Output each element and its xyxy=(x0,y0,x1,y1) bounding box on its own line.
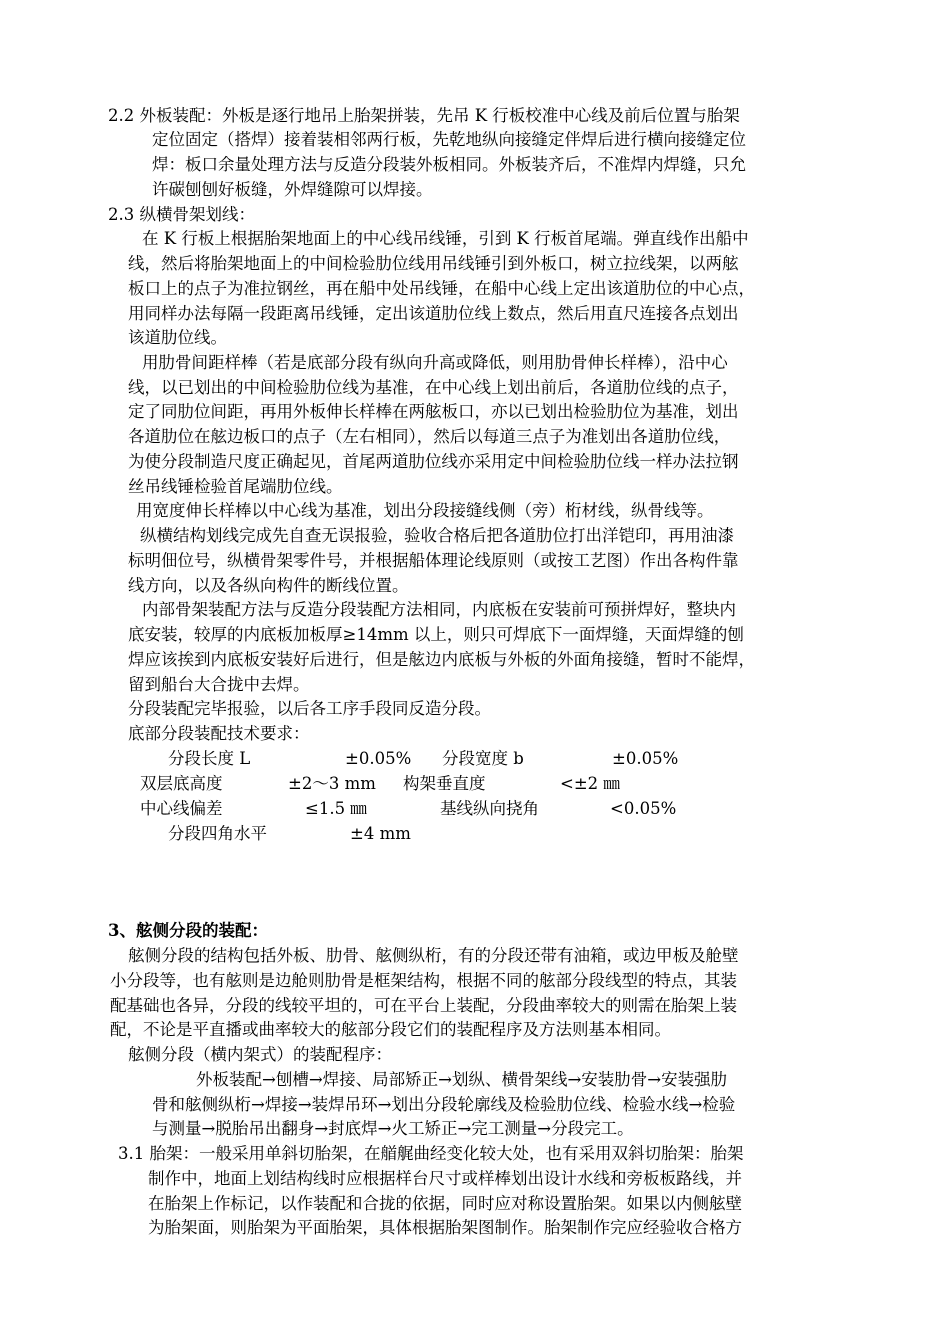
s23-p4-line: 标明佃位号，纵横骨架零件号，并根据船体理论线原则（或按工艺图）作出各构件靠 xyxy=(128,551,739,570)
s23-p1-line: 线，然后将胎架地面上的中间检验肋位线用吊线锤引到外板口，树立拉线架，以两舷 xyxy=(128,254,739,273)
spec-value: ±0.05% xyxy=(345,749,412,768)
s3-p1-line: 配基础也各异，分段的线较平坦的，可在平台上装配，分段曲率较大的则需在胎架上装 xyxy=(110,996,737,1015)
s23-p5-line: 焊应该挨到内底板安装好后进行，但是舷边内底板与外板的外面角接缝，暂时不能焊， xyxy=(128,650,755,669)
s3-p1-line: 舷侧分段的结构包括外板、肋骨、舷侧纵桁，有的分段还带有油箱，或边甲板及舱壁 xyxy=(128,946,739,965)
spec-value: ±0.05% xyxy=(612,749,679,768)
spec-value: ≤1.5 ㎜ xyxy=(305,799,367,818)
s3-heading: 3、舷侧分段的装配： xyxy=(108,921,268,940)
spec-value: ±2～3 mm xyxy=(288,774,376,793)
s22-line-4: 许碳刨刨好板缝，外焊缝隙可以焊接。 xyxy=(152,180,433,199)
s22-line-3: 焊：板口余量处理方法与反造分段装外板相同。外板装齐后，不准焊内焊缝，只允 xyxy=(152,155,746,174)
spec-label: 基线纵向挠角 xyxy=(440,799,539,818)
spec-label: 双层底高度 xyxy=(140,774,223,793)
s31-line: 3.1 胎架：一般采用单斜切胎架，在艏艉曲经变化较大处，也有采用双斜切胎架：胎架 xyxy=(118,1144,744,1163)
spec-label: 分段宽度 b xyxy=(442,749,524,768)
spec-value: <0.05% xyxy=(610,799,677,818)
spec-label: 中心线偏差 xyxy=(140,799,223,818)
s23-p5-line: 内部骨架装配方法与反造分段装配方法相同，内底板在安装前可预拼焊好，整块内 xyxy=(142,600,736,619)
s23-p2-line: 丝吊线锤检验首尾端肋位线。 xyxy=(128,477,343,496)
s23-p4-line: 线方向，以及各纵向构件的断线位置。 xyxy=(128,576,409,595)
s31-line: 在胎架上作标记，以作装配和合拢的依据，同时应对称设置胎架。如果以内侧舷壁 xyxy=(148,1194,742,1213)
s23-p1-line: 板口上的点子为准拉钢丝，再在船中处吊线锤，在船中心线上定出该道肋位的中心点， xyxy=(128,279,755,298)
spec-label: 分段长度 L xyxy=(168,749,251,768)
s3-flow-line: 外板装配→刨槽→焊接、局部矫正→划纵、横骨架线→安装肋骨→安装强肋 xyxy=(196,1070,728,1089)
s23-p2-line: 各道肋位在舷边板口的点子（左右相同），然后以每道三点子为准划出各道肋位线， xyxy=(128,427,731,446)
s23-p1-line: 在 K 行板上根据胎架地面上的中心线吊线锤，引到 K 行板首尾端。弹直线作出船中 xyxy=(142,229,749,248)
s22-line-2: 定位固定（搭焊）接着装相邻两行板，先乾地纵向接缝定伴焊后进行横向接缝定位 xyxy=(152,130,746,149)
spec-value: <±2 ㎜ xyxy=(560,774,620,793)
s23-heading: 2.3 纵横骨架划线： xyxy=(108,205,255,224)
s23-p3: 用宽度伸长样棒以中心线为基准，划出分段接缝线侧（旁）桁材线，纵骨线等。 xyxy=(136,501,714,520)
s3-p2: 舷侧分段（横内架式）的装配程序： xyxy=(128,1045,392,1064)
s23-p5-line: 留到船台大合拢中去焊。 xyxy=(128,675,310,694)
s22-line-1: 2.2 外板装配：外板是逐行地吊上胎架拼装，先吊 K 行板校准中心线及前后位置与胎架 xyxy=(108,106,740,125)
s31-line: 制作中，地面上划结构线时应根据样台尺寸或样棒划出设计水线和旁板板路线，并 xyxy=(148,1169,742,1188)
spec-value: ±4 mm xyxy=(350,824,411,843)
s3-flow-line: 与测量→脱胎吊出翻身→封底焊→火工矫正→完工测量→分段完工。 xyxy=(152,1119,634,1138)
s3-flow-line: 骨和舷侧纵桁→焊接→装焊吊环→划出分段轮廓线及检验肋位线、检验水线→检验 xyxy=(152,1095,736,1114)
s31-line: 为胎架面，则胎架为平面胎架，具体根据胎架图制作。胎架制作完应经验收合格方 xyxy=(148,1218,742,1237)
s23-p2-line: 用肋骨间距样棒（若是底部分段有纵向升高或降低，则用肋骨伸长样棒），沿中心 xyxy=(142,353,728,372)
spec-label: 构架垂直度 xyxy=(403,774,486,793)
s3-p1-line: 小分段等，也有舷则是边舱则肋骨是框架结构，根据不同的舷部分段线型的特点，其装 xyxy=(110,971,737,990)
s23-p2-line: 线，以已划出的中间检验肋位线为基准，在中心线上划出前后，各道肋位线的点子， xyxy=(128,378,739,397)
s3-p1-line: 配，不论是平直播或曲率较大的舷部分段它们的装配程序及方法则基本相同。 xyxy=(110,1020,671,1039)
s23-p2-line: 为使分段制造尺度正确起见，首尾两道肋位线亦采用定中间检验肋位线一样办法拉钢 xyxy=(128,452,739,471)
s23-p1-line: 用同样办法每隔一段距离吊线锤，定出该道肋位线上数点，然后用直尺连接各点划出 xyxy=(128,304,739,323)
s23-p7: 底部分段装配技术要求： xyxy=(128,724,310,743)
s23-p5-line: 底安装，较厚的内底板加板厚≥14mm 以上，则只可焊底下一面焊缝，天面焊缝的刨 xyxy=(128,625,744,644)
s23-p2-line: 定了同肋位间距，再用外板伸长样棒在两舷板口，亦以已划出检验肋位为基准，划出 xyxy=(128,402,739,421)
s23-p4-line: 纵横结构划线完成先自查无误报验，验收合格后把各道肋位打出洋铠印，再用油漆 xyxy=(140,526,734,545)
s23-p1-line: 该道肋位线。 xyxy=(128,328,227,347)
spec-label: 分段四角水平 xyxy=(168,824,267,843)
s23-p6: 分段装配完毕报验，以后各工序手段同反造分段。 xyxy=(128,699,491,718)
